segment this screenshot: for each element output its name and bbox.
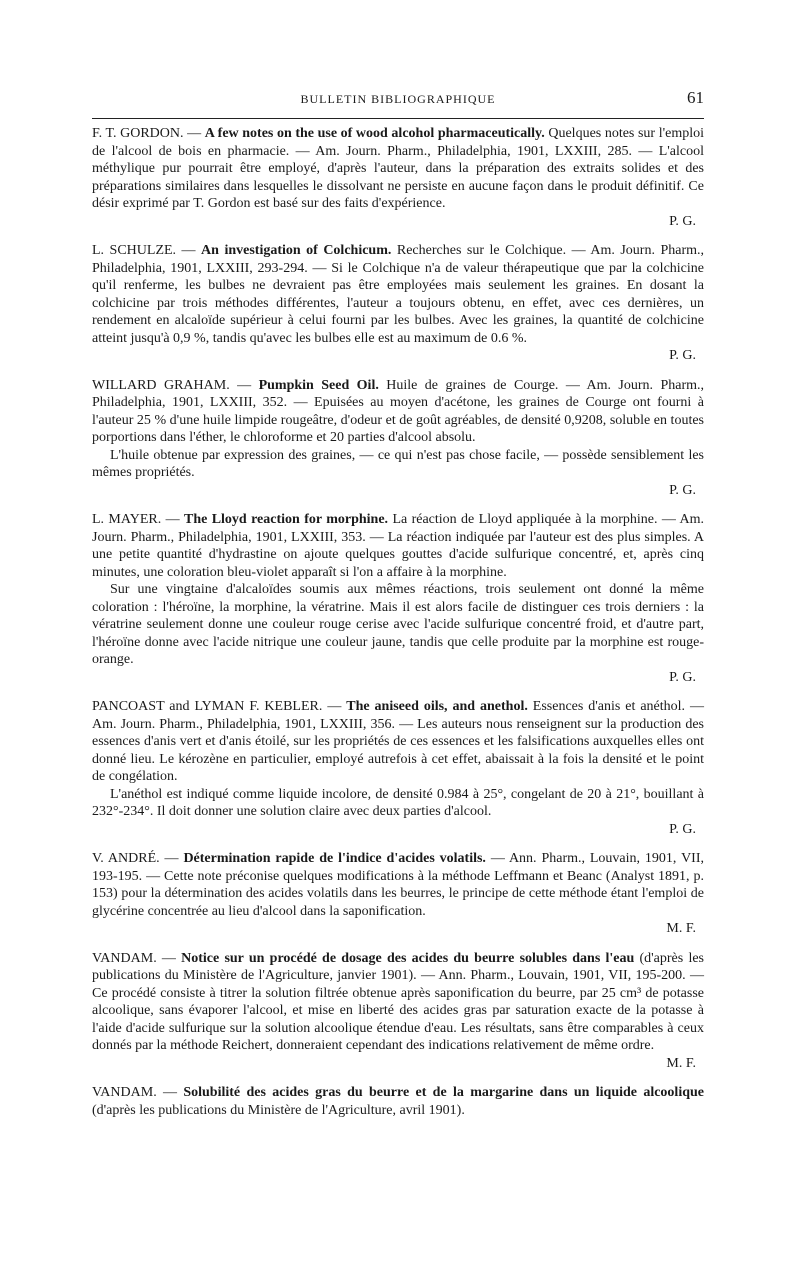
entry-title: Notice sur un procédé de dosage des acides du beurre solubles dans l'eau xyxy=(181,950,635,966)
entry-continuation: L'anéthol est indiqué comme liquide incolore, de densité 0.984 à 25°, congelant de 20 à 21°, bouillant à 232°-234°. Il doit donner une solution claire avec deux parties d'alcool. xyxy=(92,786,704,819)
entry-text: Essences d'anis et anéthol. — Am. Journ. Pharm., Philadelphia, 1901, LXXIII, 356. — Les auteurs nous renseignent sur la production des essences d'anis vert et d'anis étoilé, sur les propriétés de ces essences et les falsifications auxquelles elles ont donné lieu. Le kérozène en particulier, employé autrefois à cet effet, abaissait à la fois la densité et le point de congélation. xyxy=(92,699,704,784)
bibliography-entry xyxy=(92,950,704,1073)
entry-paragraph xyxy=(92,377,704,447)
entry-text: (d'après les publications du Ministère de l'Agriculture, janvier 1901). — Ann. Pharm., Louvain, 1901, VII, 195-200. — Ce procédé consiste à titrer la solution filtrée obtenue après saponification du beurre, par 25 cm³ de potasse alcoolique, sans évaporer l'alcool, et mise en liberté des acides gras par saturation exacte de la potasse à l'aide d'acide sulfurique sur la solution alcoolique étendue d'eau. Les résultats, sans être comparables à ceux donnés par la méthode Reichert, donneraient cependant des indications relativement de même ordre. xyxy=(92,950,704,1053)
entry-signature: M. F. xyxy=(666,921,696,936)
page-number: 61 xyxy=(687,88,704,107)
bibliography-entry xyxy=(92,377,704,500)
entry-author: L. MAYER. — xyxy=(92,512,184,527)
entry-author: VANDAM. — xyxy=(92,1085,184,1100)
entry-text: (d'après les publications du Ministère de l'Agriculture, avril 1901). xyxy=(92,1102,465,1118)
entry-paragraph xyxy=(92,1084,704,1119)
entry-text: Recherches sur le Colchique. — Am. Journ. Pharm., Philadelphia, 1901, LXXIII, 293-294. — Si le Colchique n'a de valeur thérapeutique que par la colchicine qu'il renferme, les bulbes ne devraient pas être employées mais seulement les graines. En dosant la colchicine par trois méthodes différentes, l'auteur a toujours obtenu, en effet, avec ces dernières, un rendement en alcaloïde supérieur à celui fourni par les bulbes. Avec les graines, la quantité de colchicine atteint jusqu'à 0,9 %, tandis qu'avec les bulbes elle est au maximum de 0.6 %. xyxy=(92,243,704,346)
entry-author: V. ANDRÉ. — xyxy=(92,851,184,866)
entry-author: PANCOAST and LYMAN F. KEBLER. — xyxy=(92,699,347,714)
entry-continuation: Sur une vingtaine d'alcaloïdes soumis aux mêmes réactions, trois seulement ont donné la même coloration : l'héroïne, la morphine, la vératrine. Mais il est alors facile de distinguer ces trois derniers : la vératrine seulement donne une couleur rouge cerise avec l'acide sulfurique concentré froid, et d'autre part, l'héroïne donne avec l'acide nitrique une couleur jaune, tandis que celle produite par la morphine est rouge-orange. xyxy=(92,582,704,667)
entry-signature: M. F. xyxy=(666,1055,696,1071)
entry-signature: P. G. xyxy=(669,821,696,837)
bibliography-entry xyxy=(92,511,704,686)
entry-title: Solubilité des acides gras du beurre et de la margarine dans un liquide alcoolique xyxy=(183,1085,704,1100)
entry-text: La réaction de Lloyd appliquée à la morphine. — Am. Journ. Pharm., Philadelphia, 1901, LXXIII, 353. — La réaction indiquée par l'auteur est des plus simples. A une petite quantité d'hydrastine on ajoute quelques gouttes d'acide sulfurique concentré, et, après cinq minutes, une coloration bleu-violet apparaît si l'on a affaire à la morphine. xyxy=(92,512,705,580)
entry-title: The Lloyd reaction for morphine. xyxy=(183,512,389,527)
running-title: BULLETIN BIBLIOGRAPHIQUE xyxy=(300,92,496,106)
entry-title: Pumpkin Seed Oil. xyxy=(258,377,379,393)
entry-title: Détermination rapide de l'indice d'acides volatils. xyxy=(183,851,486,866)
entry-text: Huile de graines de Courge. — Am. Journ. Pharm., Philadelphia, 1901, LXXIII, 352. — Epuisées au moyen d'acétone, les graines de Courge ont fourni à l'auteur 25 % d'une huile limpide rougeâtre, d'odeur et de goût agréables, de densité 0,9208, soluble en toutes porportions dans l'éther, le chloroforme et 20 parties d'alcool absolu. xyxy=(92,377,705,445)
entry-author: WILLARD GRAHAM. — xyxy=(92,377,259,393)
bibliography-entry xyxy=(92,850,704,938)
entry-signature: P. G. xyxy=(669,213,696,229)
entry-paragraph xyxy=(92,850,704,920)
entry-text: Quelques notes sur l'emploi de l'alcool de bois en pharmacie. — Am. Journ. Pharm., Philadelphia, 1901, LXXIII, 285. — L'alcool méthylique pur pourrait être employé, d'après l'auteur, dans la préparation des extraits solides et des préparations similaires dans lesquelles le dissolvant ne persiste en aucune façon dans le produit définitif. Ce désir exprimé par T. Gordon est basé sur des faits d'expérience. xyxy=(92,126,704,211)
bibliography-entry xyxy=(92,125,704,230)
entry-paragraph xyxy=(92,950,704,1055)
bibliography-entry xyxy=(92,1084,704,1119)
entry-title: The aniseed oils, and anethol. xyxy=(346,699,528,714)
entry-author: L. SCHULZE. — xyxy=(92,243,202,258)
entry-continuation: L'huile obtenue par expression des graines, — ce qui n'est pas chose facile, — possède sensiblement les mêmes propriétés. xyxy=(92,447,704,480)
entry-signature: P. G. xyxy=(669,669,696,685)
entry-paragraph xyxy=(92,698,704,786)
entry-title: A few notes on the use of wood alcohol pharmaceutically. xyxy=(204,126,545,141)
bibliography-entry xyxy=(92,698,704,838)
entry-paragraph xyxy=(92,242,704,347)
entry-signature: P. G. xyxy=(669,482,696,498)
entry-author: VANDAM. — xyxy=(92,950,182,966)
entry-title: An investigation of Colchicum. xyxy=(201,243,392,258)
entry-paragraph xyxy=(92,125,704,213)
page xyxy=(92,88,704,1131)
entry-signature: P. G. xyxy=(669,348,696,363)
entry-paragraph xyxy=(92,511,704,581)
page-header xyxy=(92,88,704,119)
entry-text: — Ann. Pharm., Louvain, 1901, VII, 193-195. — Cette note préconise quelques modifications à la méthode Leffmann et Beanc (Analyst 1891, p. 153) pour la détermination des acides volatils dans les beurres, le principe de cette méthode étant l'emploi de glycérine concentrée au lieu d'alcool dans la saponification. xyxy=(92,851,705,919)
bibliography-entries xyxy=(92,125,704,1119)
bibliography-entry xyxy=(92,242,704,365)
entry-author: F. T. GORDON. — xyxy=(92,126,205,141)
